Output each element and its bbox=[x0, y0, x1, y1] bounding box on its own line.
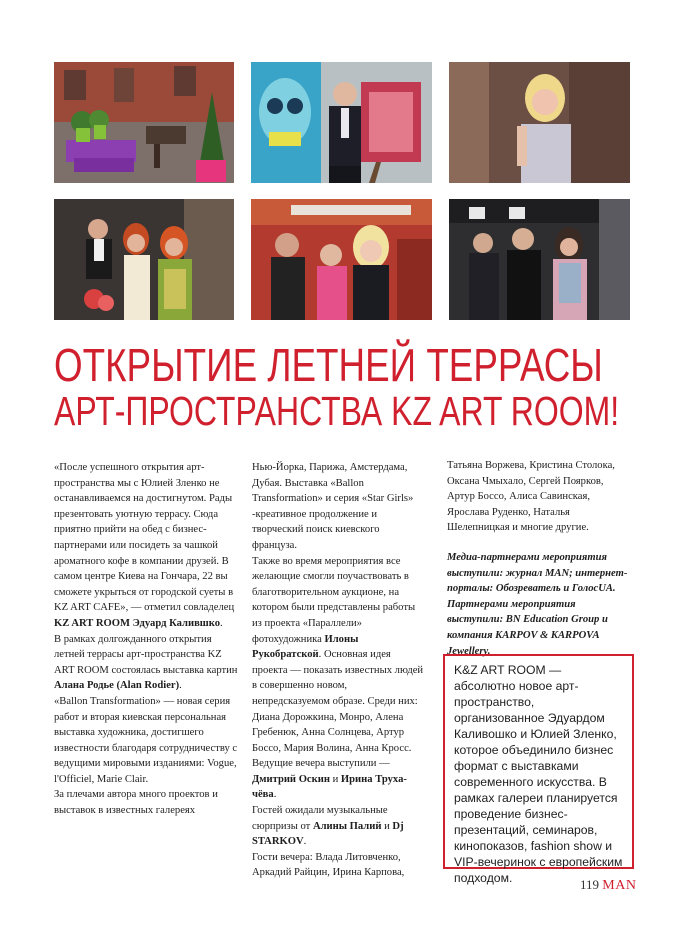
paragraph: Нью-Йорка, Парижа, Амстердама, Дубая. Выставка «Ballon Transformation» и серия «Star Girls» -креативное продолжение и творческий поиск киевского француза. bbox=[252, 462, 414, 551]
page-number: 119 bbox=[580, 877, 600, 892]
headline-line-2: АРТ-ПРОСТРАНСТВА KZ ART ROOM! bbox=[54, 388, 620, 434]
headline-line-1: ОТКРЫТИЕ ЛЕТНЕЙ ТЕРРАСЫ bbox=[54, 339, 603, 391]
article-column-1 bbox=[54, 460, 239, 819]
microphone-photo bbox=[449, 199, 630, 320]
paragraph: «После успешного открытия арт-пространства мы с Юлией Зленко не останавливаемся на достигнутом. Рады презентовать уютную террасу. Сюда приятно прийти на обед с бизнес-партнерами или посидеть за чашкой ароматного кофе в компании друзей. В самом центре Киева на Гончара, 22 вы сможете укрыться от городской суеты в KZ ART CAFE», — отметил совладелец KZ ART ROOM Эдуард Калившко. bbox=[54, 462, 235, 629]
magazine-name: MAN bbox=[602, 878, 637, 893]
paragraph: За плечами автора много проектов и выставок в известных галереях bbox=[54, 789, 218, 817]
paragraph: Ведущие вечера выступили — Дмитрий Оскин и Ирина Труха-чёва. bbox=[252, 758, 407, 801]
info-box-text: K&Z ART ROOM — абсолютно новое арт-пространство, организованное Эдуардом Каливошко и Юлией Зленко, которое объединило бизнес формат с выставками современного искусства. В рамках галереи планируется проведение бизнес-презентаций, семинаров, кинопоказов, fashion show и VIP-вечеринок с европейским подходом. bbox=[454, 663, 623, 885]
paragraph: «Ballon Transformation» — новая серия работ и вторая киевская персональная выставка художника, достигшего известности благодаря сотрудничеству с ведущими мировыми изданиями: Vogue, l'Officiel, Marie Clair. bbox=[54, 695, 238, 785]
paragraph: Гостей ожидали музыкальные сюрпризы от Алины Палий и Dj STARKOV. bbox=[252, 805, 404, 848]
guest-blonde-photo bbox=[449, 62, 630, 183]
paragraph: Также во время мероприятия все желающие смогли поучаствовать в благотворительном аукционе, на котором были представлены работы из проекта «Параллели» фотохудожника Илоны Рукобратской. Основная идея проекта — показать известных людей в совершенно новом, непредсказуемом образе. Среди них: Диана Дорожкина, Монро, Алена Гребенюк, Анна Солнцева, Артур Боссо, Мария Волина, Анна Кросс. bbox=[252, 555, 424, 754]
page-footer bbox=[580, 877, 636, 894]
interview-photo bbox=[54, 199, 234, 320]
article-column-3 bbox=[447, 458, 632, 659]
paragraph: Татьяна Воржева, Кристина Столока, Оксана Чмыхало, Сергей Поярков, Артур Боссо, Алиса Савинская, Ярослава Руденко, Наталья Шелепницкая и многие другие. bbox=[447, 460, 615, 534]
terrace-photo bbox=[54, 62, 234, 183]
article-column-2 bbox=[252, 460, 427, 881]
group-photo bbox=[251, 199, 432, 320]
partners-paragraph: Медиа-партнерами мероприятия выступили: журнал MAN; интернет-порталы: Обозреватель и ГолосUA. Партнерами мероприятия выступили: BN Education Group и компания KARPOV & KARPOVA Jewellery. bbox=[447, 551, 628, 657]
paragraph: Гости вечера: Влада Литовченко, Аркадий Райцин, Ирина Карпова, bbox=[252, 851, 405, 879]
paragraph: В рамках долгожданного открытия летней террасы арт-пространства KZ ART ROOM состоялась выставка картин Алана Родье (Alan Rodier). bbox=[54, 633, 238, 692]
painting-host-photo bbox=[251, 62, 432, 183]
